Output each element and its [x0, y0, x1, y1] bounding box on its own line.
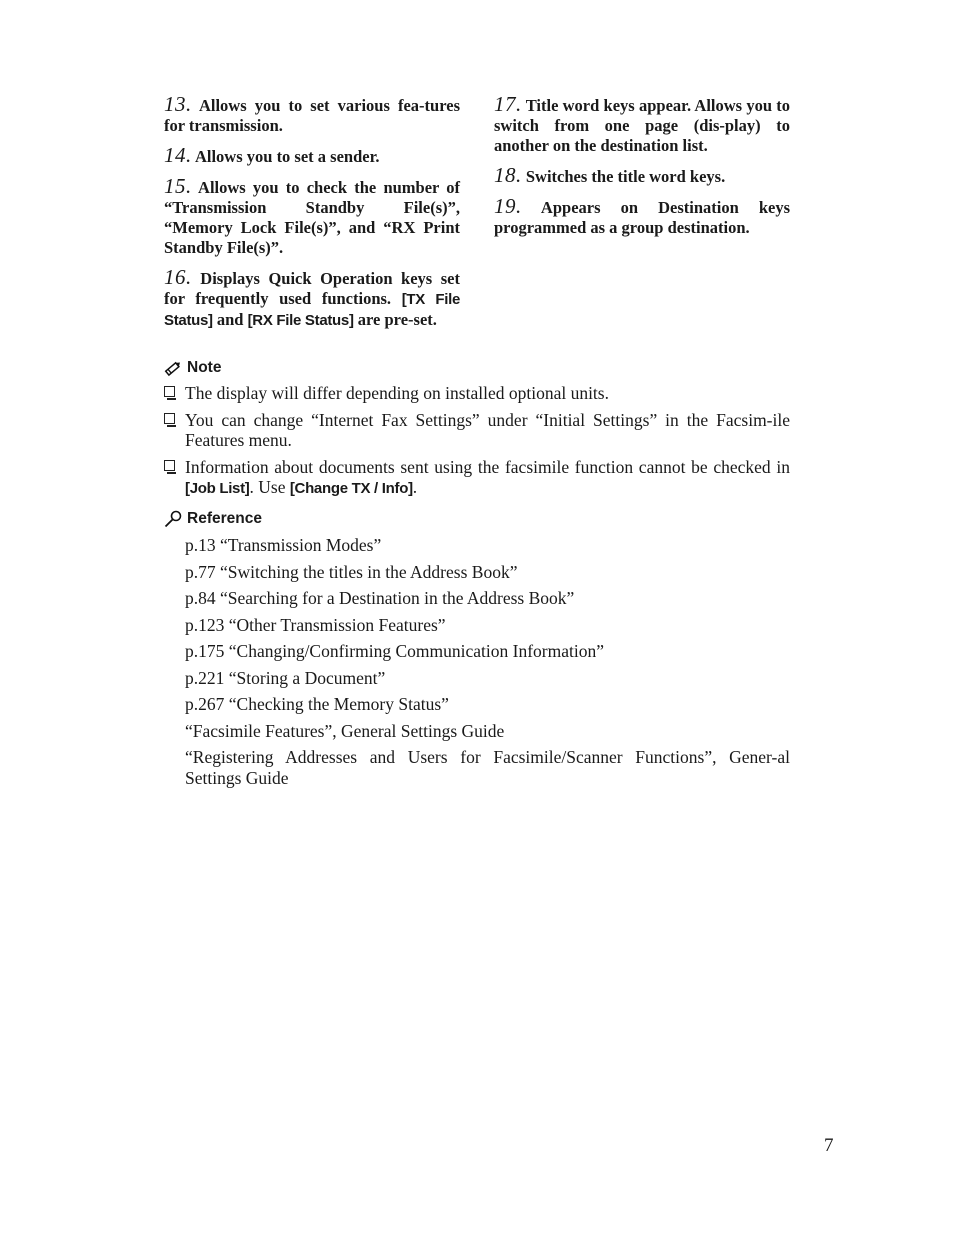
- note-item: [164, 457, 790, 500]
- note-text: The display will differ depending on installed optional units.: [185, 383, 609, 403]
- list-item: [494, 165, 790, 187]
- item-text: Allows you to set a sender.: [194, 147, 380, 166]
- magnifier-icon: [164, 510, 183, 528]
- list-item: [494, 94, 790, 156]
- note-text: .: [412, 477, 418, 497]
- reference-item: “Registering Addresses and Users for Facsimile/Scanner Functions”, Gener-al Settings Guide: [185, 747, 790, 788]
- reference-item: p.175 “Changing/Confirming Communication Information”: [185, 641, 604, 661]
- item-number: 15.: [164, 174, 192, 198]
- reference-item: p.77 “Switching the titles in the Address Book”: [185, 561, 518, 582]
- note-heading: [164, 359, 221, 377]
- reference-item: p.221 “Storing a Document”: [185, 667, 386, 688]
- list-item: [164, 267, 460, 331]
- note-text: You can change “Internet Fax Settings” under “Initial Settings” in the Facsim-ile Features menu.: [185, 409, 790, 450]
- checkbox-icon: [164, 386, 175, 397]
- reference-heading: [164, 510, 262, 528]
- left-column: [164, 94, 460, 340]
- list-item: [494, 196, 790, 238]
- item-number: 17.: [494, 92, 522, 116]
- item-number: 14.: [164, 143, 192, 167]
- note-item: [164, 383, 790, 404]
- note-text: . Use: [249, 477, 286, 497]
- rx-file-status-key: [RX File Status]: [247, 312, 354, 329]
- item-text: are pre-set.: [357, 310, 437, 329]
- checkbox-icon: [164, 413, 175, 424]
- item-text: Allows you to set various fea-tures for transmission.: [164, 96, 460, 135]
- page-number: 7: [824, 1135, 834, 1156]
- item-text: Switches the title word keys.: [525, 167, 726, 186]
- item-text: Displays Quick Operation keys set for frequently used functions.: [164, 269, 460, 308]
- item-number: 18.: [494, 163, 522, 187]
- item-number: 19.: [494, 194, 522, 218]
- note-item: [164, 410, 790, 451]
- list-item: [164, 176, 460, 258]
- tx-file-status-key: [TX File Status]: [164, 291, 461, 329]
- note-list: [164, 383, 790, 506]
- checkbox-icon: [164, 460, 175, 471]
- note-heading-label: Note: [187, 359, 222, 376]
- reference-heading-label: Reference: [187, 510, 262, 527]
- reference-item: “Facsimile Features”, General Settings Guide: [185, 720, 505, 741]
- reference-item: p.84 “Searching for a Destination in the Address Book”: [185, 588, 575, 608]
- item-text: and: [216, 310, 244, 329]
- reference-item: p.123 “Other Transmission Features”: [185, 614, 446, 635]
- reference-item: p.13 “Transmission Modes”: [185, 535, 382, 555]
- item-number: 16.: [164, 265, 192, 289]
- change-tx-info-key: [Change TX / Info]: [289, 480, 413, 497]
- item-text: Allows you to check the number of “Transmission Standby File(s)”, “Memory Lock File(s)”, and “RX Print Standby File(s)”.: [164, 178, 461, 257]
- note-text: Information about documents sent using the facsimile function cannot be checked in: [185, 456, 790, 477]
- item-number: 13.: [164, 92, 192, 116]
- job-list-key: [Job List]: [185, 480, 250, 497]
- item-text: Title word keys appear. Allows you to switch from one page (dis-play) to another on the destination list.: [494, 96, 790, 155]
- item-text: Appears on Destination keys programmed as a group destination.: [494, 198, 791, 237]
- list-item: [164, 94, 460, 136]
- right-column: [494, 94, 790, 247]
- list-item: [164, 145, 460, 167]
- reference-item: p.267 “Checking the Memory Status”: [185, 694, 449, 714]
- reference-list: [185, 535, 790, 794]
- pencil-icon: [164, 360, 183, 377]
